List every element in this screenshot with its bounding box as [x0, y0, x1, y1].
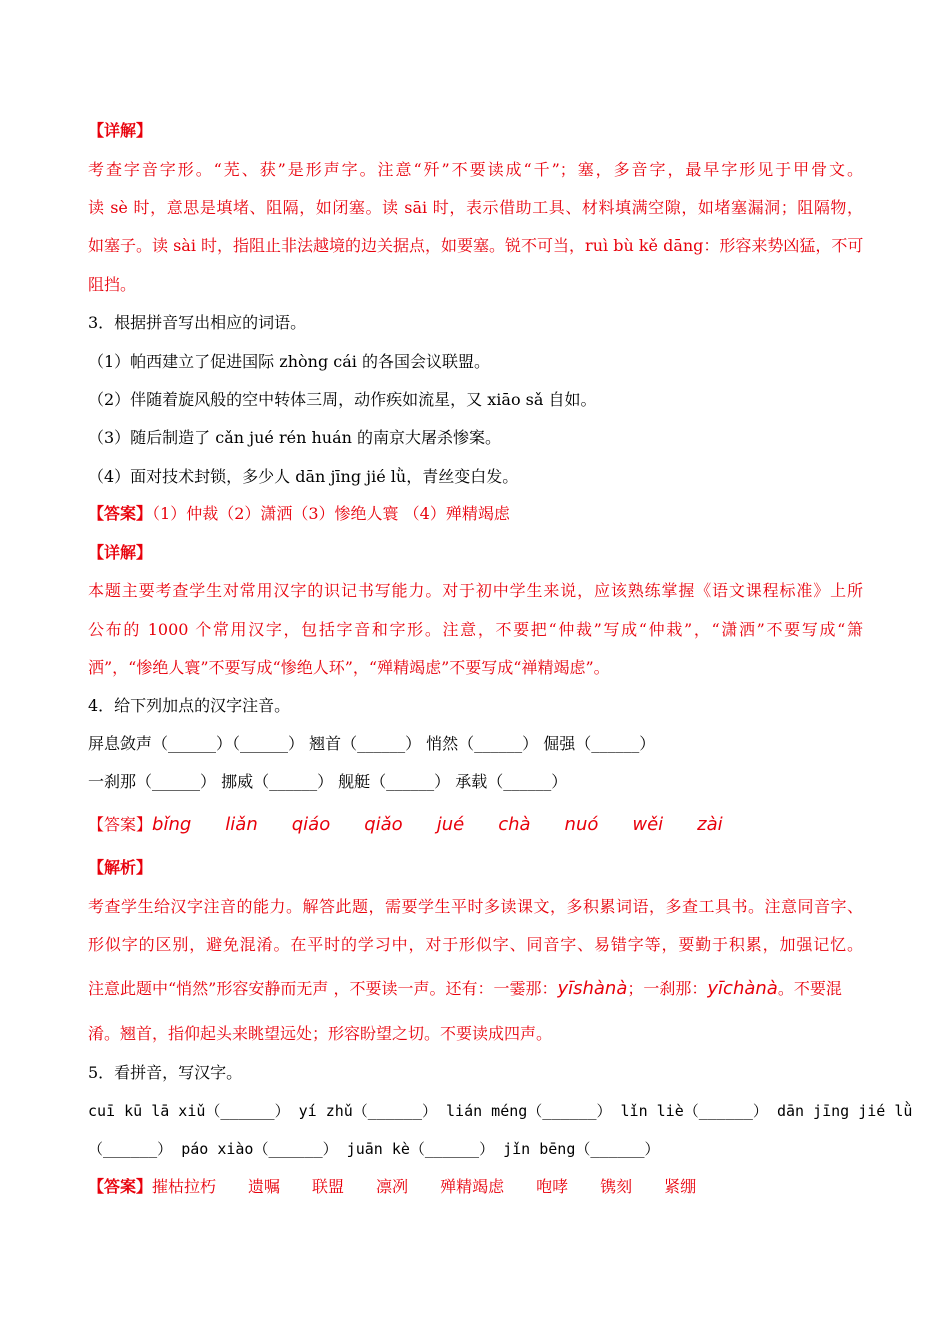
answer-tag: 【答案】 [88, 815, 153, 834]
pinyin-answer: wěi [632, 814, 664, 835]
pinyin-answer: qiáo [291, 814, 331, 835]
pinyin-answer: liǎn [225, 814, 258, 835]
question-4-blanks: 一刹那（______） 挪威（______） 舰艇（______） 承载（______） [88, 772, 568, 791]
analysis-text: 注意此题中“悄然”形容安静而无声 ，不要读一声。还有：一霎那： [88, 979, 558, 998]
answer-word: 凛冽 [376, 1177, 409, 1196]
pinyin-answer: bǐng [152, 814, 192, 835]
answer-tag: 【答案】 [88, 504, 153, 523]
answer-word: 镌刻 [600, 1177, 633, 1196]
question-4-blanks: 屏息敛声（______）（______） 翘首（______） 悄然（______） 倔强（______） [88, 734, 656, 753]
analysis-text-line [88, 978, 863, 1000]
pinyin-answer: jué [436, 814, 465, 835]
analysis-text-line: 形似字的区别，避免混淆。在平时的学习中，对于形似字、同音字、易错字等，要勤于积累，加强记忆。 [88, 935, 863, 954]
answer-line [88, 503, 863, 525]
analysis-text: 。不要混 [777, 979, 842, 998]
answer-word: 遗嘱 [248, 1177, 281, 1196]
question-5-blanks: cuī kū lā xiǔ（______） yí zhǔ（______） lián méng（______） lǐn liè（______） dān jīng jié lǜ [88, 1102, 913, 1120]
detail-heading: 【详解】 [88, 543, 153, 562]
answer-word: 殚精竭虑 [440, 1177, 505, 1196]
pinyin-answer: zài [697, 814, 723, 835]
question-5-title: 5．看拼音，写汉字。 [88, 1063, 243, 1082]
detail-text-line: 读 sè 时，意思是填堵、阻隔，如闭塞。读 sāi 时，表示借助工具、材料填满空隙，如堵塞漏洞；阻隔物， [88, 198, 863, 217]
pinyin-answer: chà [498, 814, 531, 835]
answer-text: （1）仲裁（2）潇洒（3）惨绝人寰 （4）殚精竭虑 [152, 504, 510, 523]
answer-line [88, 1176, 863, 1198]
answer-word: 联盟 [312, 1177, 345, 1196]
answer-tag: 【答案】 [88, 1177, 153, 1196]
analysis-heading: 【解析】 [88, 858, 153, 877]
answer-word: 紧绷 [664, 1177, 697, 1196]
answer-word: 摧枯拉朽 [152, 1177, 217, 1196]
question-3-item: （4）面对技术封锁，多少人 dān jīng jié lǜ，青丝变白发。 [88, 467, 519, 486]
analysis-text-line: 考查学生给汉字注音的能力。解答此题，需要学生平时多读课文，多积累词语，多查工具书。注意同音字、 [88, 897, 863, 916]
question-3-item: （1）帕西建立了促进国际 zhòng cái 的各国会议联盟。 [88, 352, 490, 371]
detail-text-line: 洒”，“惨绝人寰”不要写成“惨绝人环”，“殚精竭虑”不要写成“禅精竭虑”。 [88, 658, 610, 677]
detail-text-line: 本题主要考查学生对常用汉字的识记书写能力。对于初中学生来说，应该熟练掌握《语文课程标准》上所 [88, 581, 863, 600]
analysis-text: ；一刹那： [627, 979, 708, 998]
answer-line [88, 814, 863, 836]
question-3-item: （2）伴随着旋风般的空中转体三周，动作疾如流星，又 xiāo sǎ 自如。 [88, 390, 597, 409]
analysis-text-line: 淆。翘首，指仰起头来眺望远处；形容盼望之切。不要读成四声。 [88, 1024, 553, 1043]
question-4-title: 4．给下列加点的汉字注音。 [88, 696, 291, 715]
pinyin-inline: yīchànà [707, 978, 778, 999]
pinyin-inline: yīshànà [557, 978, 628, 999]
pinyin-answer: nuó [564, 814, 599, 835]
detail-text-line: 公布的 1000 个常用汉字，包括字音和字形。注意，不要把“仲裁”写成“仲栽”，“潇洒”不要写成“箫 [88, 620, 863, 639]
answer-word: 咆哮 [536, 1177, 569, 1196]
question-3-item: （3）随后制造了 cǎn jué rén huán 的南京大屠杀惨案。 [88, 428, 502, 447]
detail-heading: 【详解】 [88, 121, 153, 140]
detail-text-line: 如塞子。读 sài 时，指阻止非法越境的边关据点，如要塞。锐不可当，ruì bù kě dāng：形容来势凶猛，不可 [88, 236, 864, 255]
detail-text-line: 考查字音字形。“芜、获”是形声字。注意“歼”不要读成“千”；塞，多音字，最早字形见于甲骨文。 [88, 160, 863, 179]
question-3-title: 3．根据拼音写出相应的词语。 [88, 313, 307, 332]
question-5-blanks: （______） páo xiào（______） juān kè（______） jǐn bēng（______） [88, 1140, 660, 1158]
pinyin-answer: qiǎo [364, 814, 403, 835]
detail-text-line: 阻挡。 [88, 275, 137, 294]
